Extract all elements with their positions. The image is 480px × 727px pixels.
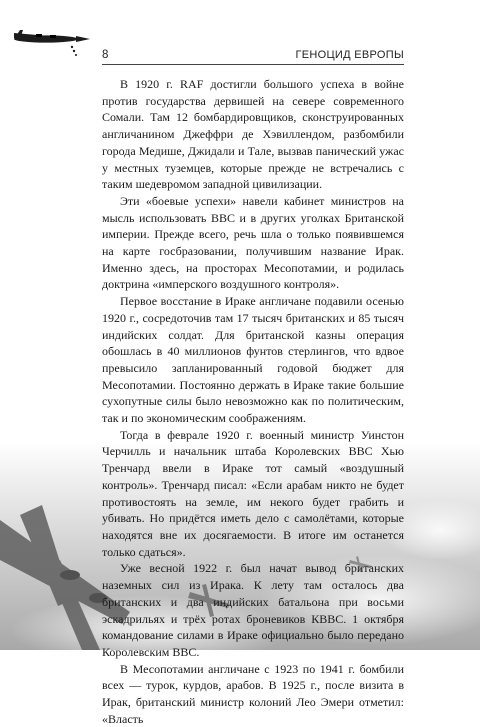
paragraph: В 1920 г. RAF достигли большого успеха в войне против государства дервишей на севере современного Сомали. Там 12 бомбардировщиков, сконструированных англичанином Джеффри де Хэвиллендом, разбомбили города Медише, Джидали и Тале, вызвав панический ужас у местных туземцев, которые прежде не встречались с таким шедевромом западной цивилизации. <box>102 77 404 192</box>
header-divider <box>102 64 404 65</box>
airplane-icon <box>10 22 96 56</box>
body-text <box>102 76 404 727</box>
paragraph: Тогда в феврале 1920 г. военный министр Уинстон Черчилль и начальник штаба Королевских ВВС Хью Тренчард ввели в Ираке тот самый «воздушный контроль». Тренчард писал: «Если арабам никто не будет противостоять на земле, им некого будет грабить и убивать. Но придётся иметь дело с самолётами, которые находятся вне их досягаемости. В итоге им останется только сдаться». <box>102 427 404 559</box>
paragraph: Уже весной 1922 г. был начат вывод британских наземных сил из Ирака. К лету там осталось два британских и два индийских батальона при восьми эскадрильях и трёх ротах броневиков КВВС. 1 октября командование силами в Ираке официально было передано Королевским ВВС. <box>102 561 404 659</box>
paragraph: Первое восстание в Ираке англичане подавили осенью 1920 г., сосредоточив там 17 тысяч британских и 85 тысяч индийских солдат. Для британской казны операция обошлась в 40 миллионов фунтов стерлингов, что вдвое превысило запланированный годовой бюджет для Месопотамии. Постоянно держать в Ираке такие большие сухопутные силы было невозможно как по политическим, так и по экономическим соображениям. <box>102 294 404 426</box>
page-number: 8 <box>102 49 109 61</box>
running-title: ГЕНОЦИД ЕВРОПЫ <box>295 49 404 61</box>
paragraph: В Месопотамии англичане с 1923 по 1941 г. бомбили всех — турок, курдов, арабов. В 1925 г., после визита в Ирак, британский министр колоний Лео Эмери отметил: «Власть <box>102 661 404 726</box>
paragraph: Эти «боевые успехи» навели кабинет министров на мысль использовать ВВС и в других уголках Британской империи. Прежде всего, речь шла о только появившемся на карте госбразовании, получившим название Ирак. Именно здесь, на просторах Месопотамии, и родилась доктрина «имперского воздушного контроля». <box>102 193 404 292</box>
